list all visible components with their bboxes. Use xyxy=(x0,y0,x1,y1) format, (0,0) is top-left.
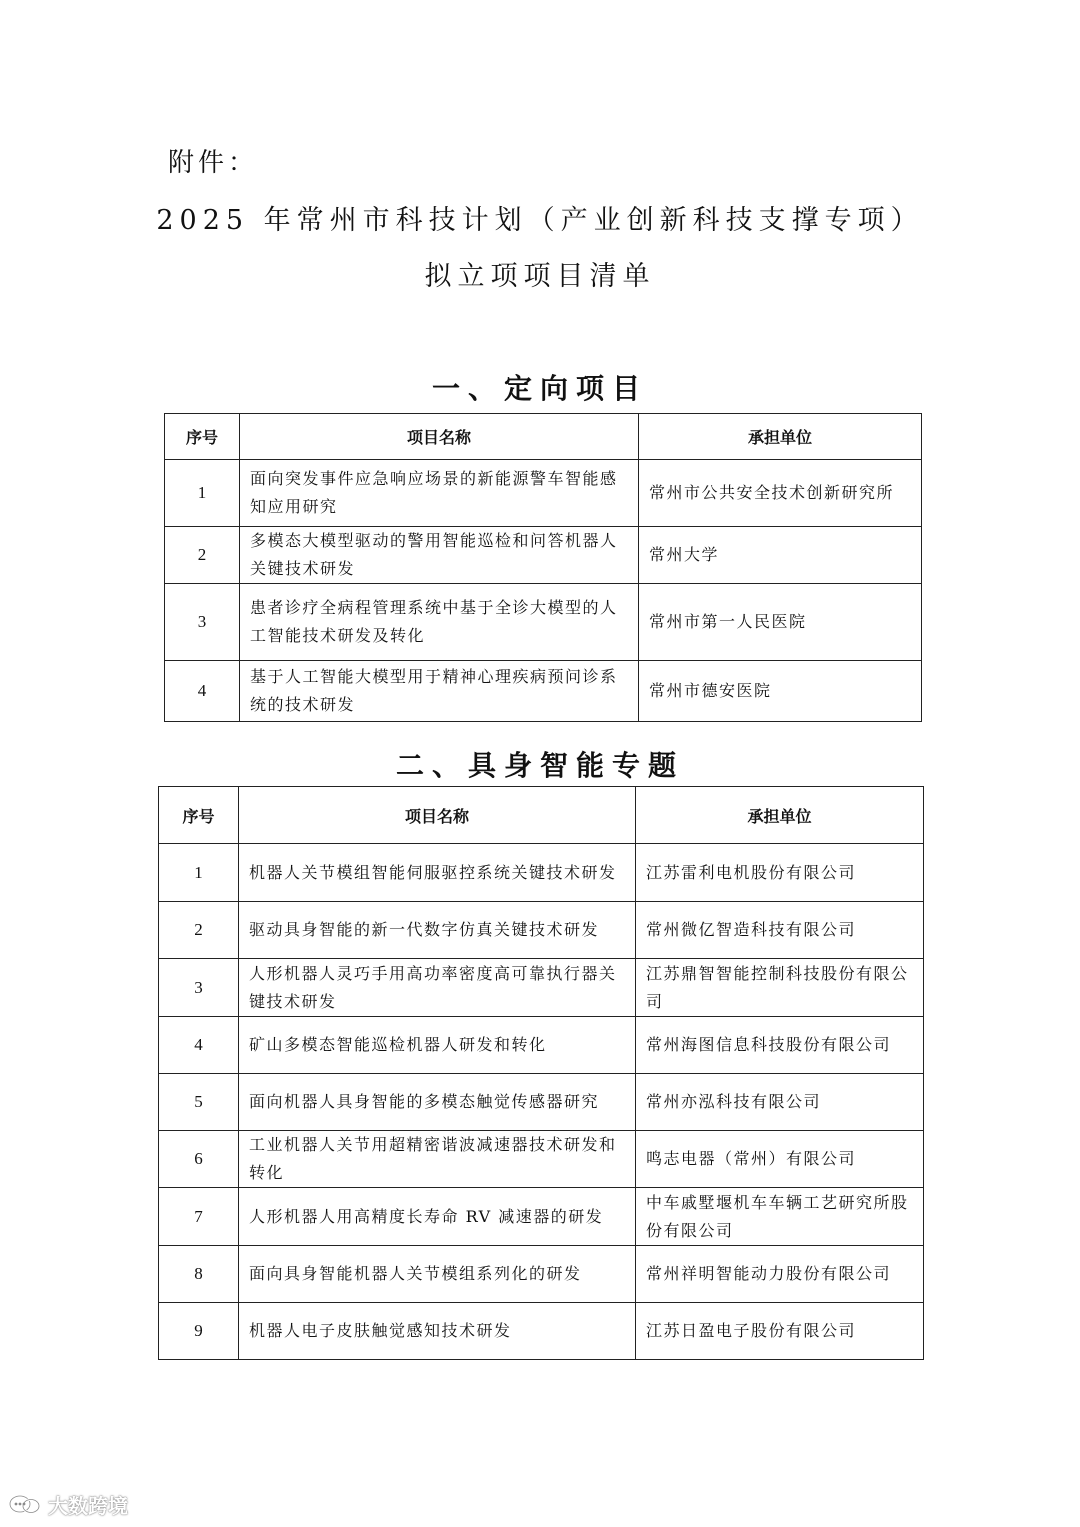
table-header-row xyxy=(159,787,924,844)
undertaking-unit: 常州海图信息科技股份有限公司 xyxy=(636,1017,924,1074)
table-row xyxy=(159,959,924,1017)
watermark xyxy=(8,1490,128,1519)
row-number: 1 xyxy=(159,844,239,902)
table-row xyxy=(159,1074,924,1131)
undertaking-unit: 常州市第一人民医院 xyxy=(639,584,922,661)
project-name: 矿山多模态智能巡检机器人研发和转化 xyxy=(239,1017,636,1074)
project-name: 面向机器人具身智能的多模态触觉传感器研究 xyxy=(239,1074,636,1131)
project-name: 多模态大模型驱动的警用智能巡检和问答机器人关键技术研发 xyxy=(240,527,639,584)
table-row xyxy=(165,527,922,584)
table-row xyxy=(159,1188,924,1246)
column-header-project-name: 项目名称 xyxy=(240,414,639,460)
table-row xyxy=(159,1017,924,1074)
undertaking-unit: 鸣志电器（常州）有限公司 xyxy=(636,1131,924,1188)
project-name: 人形机器人用高精度长寿命 RV 减速器的研发 xyxy=(239,1188,636,1246)
row-number: 4 xyxy=(159,1017,239,1074)
project-name: 人形机器人灵巧手用高功率密度高可靠执行器关键技术研发 xyxy=(239,959,636,1017)
undertaking-unit: 江苏雷利电机股份有限公司 xyxy=(636,844,924,902)
table-row xyxy=(165,460,922,527)
undertaking-unit: 中车戚墅堰机车车辆工艺研究所股份有限公司 xyxy=(636,1188,924,1246)
table-row xyxy=(165,661,922,722)
row-number: 1 xyxy=(165,460,240,527)
table-row xyxy=(159,902,924,959)
project-name: 机器人关节模组智能伺服驱控系统关键技术研发 xyxy=(239,844,636,902)
project-name: 患者诊疗全病程管理系统中基于全诊大模型的人工智能技术研发及转化 xyxy=(240,584,639,661)
undertaking-unit: 常州市德安医院 xyxy=(639,661,922,722)
row-number: 3 xyxy=(165,584,240,661)
project-name: 面向突发事件应急响应场景的新能源警车智能感知应用研究 xyxy=(240,460,639,527)
column-header-project-name: 项目名称 xyxy=(239,787,636,844)
row-number: 5 xyxy=(159,1074,239,1131)
table-row xyxy=(165,584,922,661)
document-title: 2025 年常州市科技计划（产业创新科技支撑专项） xyxy=(156,205,924,236)
embodied-intelligence-projects-table xyxy=(158,786,924,1360)
row-number: 6 xyxy=(159,1131,239,1188)
chat-bubble-logo-icon xyxy=(8,1494,42,1516)
attachment-label: 附件： xyxy=(168,148,259,178)
project-name: 面向具身智能机器人关节模组系列化的研发 xyxy=(239,1246,636,1303)
row-number: 7 xyxy=(159,1188,239,1246)
undertaking-unit: 常州亦泓科技有限公司 xyxy=(636,1074,924,1131)
table-row xyxy=(159,1246,924,1303)
directed-projects-table xyxy=(164,413,922,722)
undertaking-unit: 常州祥明智能动力股份有限公司 xyxy=(636,1246,924,1303)
undertaking-unit: 江苏日盈电子股份有限公司 xyxy=(636,1303,924,1360)
row-number: 2 xyxy=(159,902,239,959)
table-row xyxy=(159,1303,924,1360)
column-header-number: 序号 xyxy=(165,414,240,460)
row-number: 3 xyxy=(159,959,239,1017)
project-name: 机器人电子皮肤触觉感知技术研发 xyxy=(239,1303,636,1360)
undertaking-unit: 常州微亿智造科技有限公司 xyxy=(636,902,924,959)
undertaking-unit: 江苏鼎智智能控制科技股份有限公司 xyxy=(636,959,924,1017)
column-header-number: 序号 xyxy=(159,787,239,844)
section2-heading: 二、具身智能专题 xyxy=(395,749,684,782)
project-name: 工业机器人关节用超精密谐波减速器技术研发和转化 xyxy=(239,1131,636,1188)
row-number: 4 xyxy=(165,661,240,722)
column-header-unit: 承担单位 xyxy=(636,787,924,844)
undertaking-unit: 常州市公共安全技术创新研究所 xyxy=(639,460,922,527)
table-row xyxy=(159,1131,924,1188)
project-name: 驱动具身智能的新一代数字仿真关键技术研发 xyxy=(239,902,636,959)
undertaking-unit: 常州大学 xyxy=(639,527,922,584)
column-header-unit: 承担单位 xyxy=(639,414,922,460)
row-number: 2 xyxy=(165,527,240,584)
row-number: 8 xyxy=(159,1246,239,1303)
section1-heading: 一、定向项目 xyxy=(431,372,648,405)
watermark-text: 大数跨境 xyxy=(48,1494,128,1518)
table-header-row xyxy=(165,414,922,460)
row-number: 9 xyxy=(159,1303,239,1360)
document-subtitle: 拟立项项目清单 xyxy=(424,261,656,292)
table-row xyxy=(159,844,924,902)
project-name: 基于人工智能大模型用于精神心理疾病预问诊系统的技术研发 xyxy=(240,661,639,722)
